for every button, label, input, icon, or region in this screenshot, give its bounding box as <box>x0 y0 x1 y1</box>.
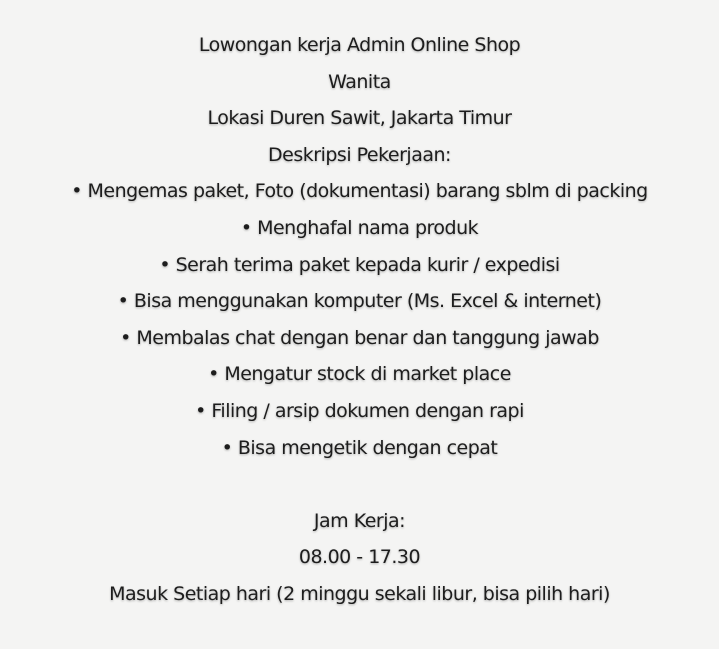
working-days: Masuk Setiap hari (2 minggu sekali libur, bisa pilih hari) <box>109 582 610 605</box>
posting-title: Lowongan kerja Admin Online Shop <box>198 34 521 56</box>
list-item: • Serah terima paket kepada kurir / expedisi <box>0 247 719 284</box>
list-item: • Menghafal nama produk <box>0 210 719 247</box>
list-item: • Bisa menggunakan komputer (Ms. Excel & internet) <box>0 283 719 320</box>
list-item: • Filing / arsip dokumen dengan rapi <box>0 393 719 430</box>
description-heading: Deskripsi Pekerjaan: <box>268 143 451 166</box>
duties-list <box>0 173 719 466</box>
section-spacer <box>0 466 719 503</box>
list-item: • Mengemas paket, Foto (dokumentasi) barang sblm di packing <box>0 173 719 210</box>
list-item: • Membalas chat dengan benar dan tanggung jawab <box>0 320 719 357</box>
working-hours: 08.00 - 17.30 <box>298 546 421 569</box>
gender-requirement: Wanita <box>328 70 391 93</box>
schedule-heading: Jam Kerja: <box>313 509 406 532</box>
list-item: • Bisa mengetik dengan cepat <box>0 430 719 467</box>
job-location: Lokasi Duren Sawit, Jakarta Timur <box>207 107 512 130</box>
list-item: • Mengatur stock di market place <box>0 356 719 393</box>
